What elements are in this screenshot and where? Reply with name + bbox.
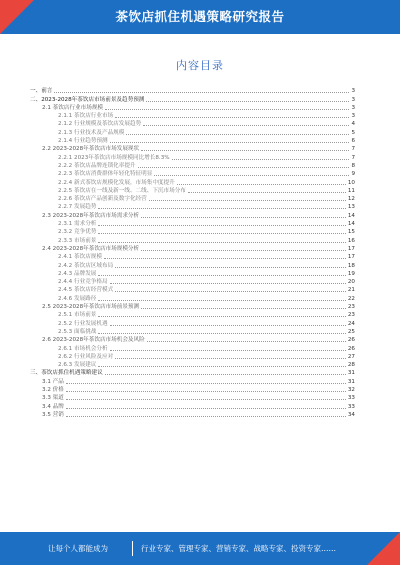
toc-leader-dots <box>105 369 346 375</box>
toc-entry[interactable] <box>30 86 355 94</box>
toc-entry[interactable] <box>30 219 355 227</box>
toc-entry-label: 2.4.4 行业竞争格局 <box>58 279 108 286</box>
toc-entry[interactable] <box>30 127 355 135</box>
toc-leader-dots <box>115 286 346 292</box>
toc-entry-page: 32 <box>347 386 355 393</box>
toc-entry-page: 3 <box>351 113 355 120</box>
toc-entry-page: 4 <box>351 121 355 128</box>
toc-leader-dots <box>98 311 345 317</box>
toc-entry-page: 5 <box>351 129 355 136</box>
toc-entry[interactable] <box>30 376 355 384</box>
toc-entry[interactable] <box>30 144 355 152</box>
report-title: 茶饮店抓住机遇策略研究报告 <box>115 9 285 24</box>
toc-leader-dots <box>54 87 349 93</box>
toc-entry-page: 20 <box>347 279 355 286</box>
toc-entry-label: 2.2.7 发展趋势 <box>58 204 97 211</box>
toc-leader-dots <box>110 320 346 326</box>
toc-entry-label: 2.5 2023-2028年茶饮店市场前景预测 <box>42 304 140 311</box>
toc-entry-page: 7 <box>351 154 355 161</box>
table-of-contents <box>30 86 355 418</box>
toc-leader-dots <box>110 278 346 284</box>
toc-entry[interactable] <box>30 318 355 326</box>
toc-entry-page: 17 <box>347 245 355 252</box>
toc-leader-dots <box>115 353 346 359</box>
toc-entry-label: 2.6 2023-2028年茶饮店市场机会及风险 <box>42 337 145 344</box>
toc-entry-label: 三、茶饮店抓住机遇策略建议 <box>30 370 103 377</box>
toc-entry-label: 2.1.3 行业技术及产品规模 <box>58 129 125 136</box>
toc-entry-page: 24 <box>347 320 355 327</box>
toc-entry[interactable] <box>30 177 355 185</box>
toc-entry-page: 6 <box>351 138 355 145</box>
toc-entry-label: 2.6.3 发展建议 <box>58 362 97 369</box>
toc-leader-dots <box>172 154 350 160</box>
toc-entry-label: 2.1 茶饮店行业市场规模 <box>42 104 104 111</box>
toc-entry-label: 2.2.6 茶饮店产品创新及数字化经营 <box>58 196 147 203</box>
toc-entry-page: 8 <box>351 162 355 169</box>
toc-leader-dots <box>98 203 345 209</box>
toc-leader-dots <box>98 220 345 226</box>
toc-entry-label: 2.6.1 市场机会分析 <box>58 345 108 352</box>
toc-entry-label: 一、前言 <box>30 88 53 95</box>
toc-leader-dots <box>141 212 346 218</box>
toc-leader-dots <box>115 112 349 118</box>
toc-leader-dots <box>154 170 349 176</box>
toc-entry[interactable] <box>30 210 355 218</box>
toc-entry-page: 3 <box>351 96 355 103</box>
toc-entry[interactable] <box>30 186 355 194</box>
toc-entry-page: 3 <box>351 104 355 111</box>
toc-title: 内容目录 <box>176 59 224 72</box>
toc-entry[interactable] <box>30 401 355 409</box>
toc-entry[interactable] <box>30 410 355 418</box>
toc-entry[interactable] <box>30 310 355 318</box>
toc-entry-page: 17 <box>347 254 355 261</box>
toc-entry-page: 27 <box>347 353 355 360</box>
toc-leader-dots <box>105 104 349 110</box>
toc-entry[interactable] <box>30 285 355 293</box>
toc-entry-label: 2.2.1 2023年茶饮店市场规模同比增长8.3% <box>58 154 170 161</box>
toc-leader-dots <box>126 129 349 135</box>
toc-leader-dots <box>141 245 346 251</box>
toc-entry[interactable] <box>30 269 355 277</box>
toc-entry[interactable] <box>30 111 355 119</box>
toc-entry[interactable] <box>30 368 355 376</box>
toc-leader-dots <box>149 195 346 201</box>
toc-entry[interactable] <box>30 169 355 177</box>
toc-leader-dots <box>98 237 345 243</box>
toc-entry-page: 26 <box>347 345 355 352</box>
toc-entry-label: 二、2023-2028年茶饮店市场前景及趋势预测 <box>30 96 145 103</box>
toc-entry[interactable] <box>30 352 355 360</box>
toc-leader-dots <box>146 96 349 102</box>
toc-entry-label: 3.4 品牌 <box>42 403 64 410</box>
toc-entry-page: 15 <box>347 229 355 236</box>
toc-entry-label: 3.1 产品 <box>42 378 64 385</box>
toc-entry[interactable] <box>30 385 355 393</box>
toc-leader-dots <box>66 386 346 392</box>
toc-entry[interactable] <box>30 335 355 343</box>
toc-entry[interactable] <box>30 343 355 351</box>
toc-leader-dots <box>98 328 345 334</box>
toc-entry-label: 2.4 2023-2028年茶饮店市场规模分析 <box>42 245 140 252</box>
toc-leader-dots <box>141 145 349 151</box>
toc-entry-label: 2.2.4 新式茶饮店规模化发展，市场集中度提升 <box>58 179 175 186</box>
toc-entry-page: 14 <box>347 212 355 219</box>
toc-entry-page: 14 <box>347 221 355 228</box>
toc-entry-page: 13 <box>347 204 355 211</box>
toc-entry-page: 21 <box>347 287 355 294</box>
toc-entry-page: 3 <box>351 88 355 95</box>
toc-entry-page: 19 <box>347 270 355 277</box>
toc-entry-page: 33 <box>347 403 355 410</box>
toc-entry[interactable] <box>30 161 355 169</box>
toc-leader-dots <box>66 378 346 384</box>
toc-entry[interactable] <box>30 252 355 260</box>
toc-entry-label: 2.2.2 茶饮店品牌连锁化率提升 <box>58 162 136 169</box>
toc-leader-dots <box>143 120 349 126</box>
toc-entry-label: 2.3.3 市场前景 <box>58 237 97 244</box>
toc-entry-label: 2.6.2 行业风险及应对 <box>58 353 114 360</box>
toc-leader-dots <box>66 403 346 409</box>
toc-leader-dots <box>141 303 346 309</box>
toc-entry-page: 33 <box>347 395 355 402</box>
toc-entry-label: 2.5.2 行业发展机遇 <box>58 320 108 327</box>
toc-entry[interactable] <box>30 202 355 210</box>
toc-entry[interactable] <box>30 119 355 127</box>
toc-leader-dots <box>188 187 346 193</box>
toc-entry-page: 25 <box>347 328 355 335</box>
toc-entry-label: 2.4.2 茶饮店区域布局 <box>58 262 114 269</box>
toc-entry-label: 2.5.3 面临挑战 <box>58 328 97 335</box>
toc-leader-dots <box>66 394 346 400</box>
toc-entry[interactable] <box>30 136 355 144</box>
toc-entry-page: 16 <box>347 237 355 244</box>
toc-entry[interactable] <box>30 327 355 335</box>
toc-entry-label: 2.1.2 行业规模及茶饮店发展趋势 <box>58 121 142 128</box>
toc-entry-label: 2.4.3 品牌发展 <box>58 270 97 277</box>
toc-entry-page: 11 <box>347 187 355 194</box>
toc-entry[interactable] <box>30 227 355 235</box>
toc-entry-page: 31 <box>347 378 355 385</box>
toc-entry[interactable] <box>30 360 355 368</box>
toc-entry-page: 34 <box>347 411 355 418</box>
toc-entry[interactable] <box>30 194 355 202</box>
toc-entry-label: 3.3 渠道 <box>42 395 64 402</box>
toc-entry-label: 2.3.1 需求分析 <box>58 221 97 228</box>
toc-leader-dots <box>177 179 346 185</box>
toc-entry-label: 2.4.6 发展路径 <box>58 295 97 302</box>
toc-entry[interactable] <box>30 260 355 268</box>
toc-leader-dots <box>104 253 346 259</box>
toc-entry-page: 12 <box>347 196 355 203</box>
toc-entry-page: 7 <box>351 146 355 153</box>
toc-entry-label: 2.1.1 茶饮店行业市场 <box>58 113 114 120</box>
footer-slogan-left: 让每个人都能成为 <box>48 544 108 553</box>
toc-entry-page: 23 <box>347 312 355 319</box>
toc-entry-page: 31 <box>347 370 355 377</box>
toc-entry-label: 2.5.1 市场前景 <box>58 312 97 319</box>
toc-leader-dots <box>110 137 350 143</box>
toc-entry-page: 18 <box>347 262 355 269</box>
toc-entry-label: 2.4.5 茶饮店经营模式 <box>58 287 114 294</box>
footer-divider <box>132 541 133 556</box>
toc-entry-label: 2.3 2023-2028年茶饮店市场需求分析 <box>42 212 140 219</box>
toc-entry[interactable] <box>30 277 355 285</box>
toc-leader-dots <box>115 262 346 268</box>
toc-entry[interactable] <box>30 393 355 401</box>
toc-entry-page: 23 <box>347 304 355 311</box>
toc-entry-page: 10 <box>347 179 355 186</box>
report-header <box>0 0 400 34</box>
toc-entry-label: 2.1.4 行业趋势预测 <box>58 138 108 145</box>
footer-accent <box>367 532 400 565</box>
toc-entry[interactable] <box>30 302 355 310</box>
toc-entry[interactable] <box>30 244 355 252</box>
footer-slogan-right: 行业专家、管理专家、营销专家、战略专家、投资专家…… <box>141 544 336 553</box>
toc-entry-label: 3.2 价格 <box>42 386 64 393</box>
toc-leader-dots <box>98 270 345 276</box>
toc-entry-label: 2.2 2023-2028年茶饮店市场发展现状 <box>42 146 140 153</box>
toc-leader-dots <box>147 336 346 342</box>
toc-entry-label: 2.2.5 茶饮店在一线及新一线、二线、下沉市场分布 <box>58 187 186 194</box>
toc-entry[interactable] <box>30 103 355 111</box>
toc-entry-page: 28 <box>347 362 355 369</box>
toc-entry-page: 22 <box>347 295 355 302</box>
toc-entry[interactable] <box>30 94 355 102</box>
toc-entry-label: 3.5 营销 <box>42 411 64 418</box>
toc-entry[interactable] <box>30 293 355 301</box>
toc-entry-label: 2.2.3 茶饮店消费群体年轻化特征明显 <box>58 171 153 178</box>
toc-entry[interactable] <box>30 235 355 243</box>
toc-leader-dots <box>98 295 345 301</box>
toc-leader-dots <box>66 411 346 417</box>
toc-entry-label: 2.3.2 竞争优势 <box>58 229 97 236</box>
toc-entry-page: 26 <box>347 337 355 344</box>
toc-leader-dots <box>98 228 345 234</box>
toc-entry[interactable] <box>30 152 355 160</box>
toc-entry-page: 9 <box>351 171 355 178</box>
toc-entry-label: 2.4.1 茶饮店规模 <box>58 254 102 261</box>
toc-leader-dots <box>138 162 350 168</box>
report-footer <box>0 532 400 565</box>
toc-leader-dots <box>98 361 345 367</box>
toc-leader-dots <box>110 345 346 351</box>
